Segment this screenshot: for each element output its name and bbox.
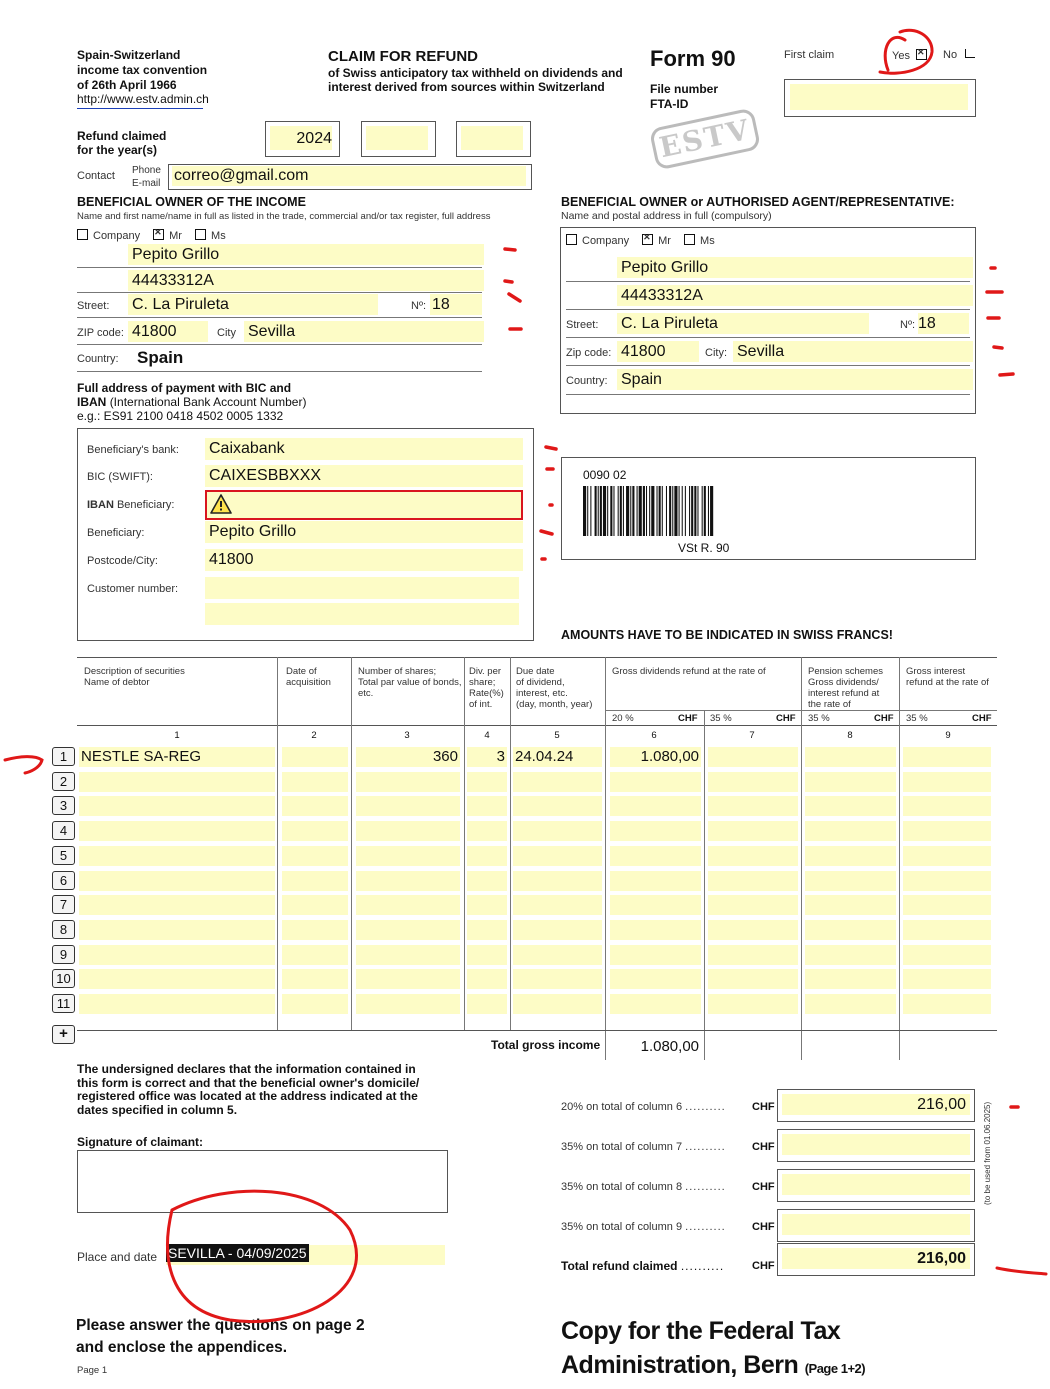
agent-title: BENEFICIAL OWNER or AUTHORISED AGENT/REPRESENTATIVE: xyxy=(561,195,955,209)
agent-number-field[interactable]: 18 xyxy=(918,313,969,334)
agent-no-label: Nº: xyxy=(900,319,916,331)
customer-label: Customer number: xyxy=(87,583,179,595)
rate7-label: 35 % xyxy=(710,713,732,724)
owner-type-checkboxes[interactable]: Company ✕ Mr Ms xyxy=(77,229,226,242)
agent-city-label: City: xyxy=(705,347,727,359)
owner-city-field[interactable]: Sevilla xyxy=(244,321,484,342)
summary-line-label: 20% on total of column 6 .......... xyxy=(561,1101,726,1113)
claim-title: CLAIM FOR REFUND of Swiss anticipatory tax withheld on dividends and interest derived from sources within Switzerland xyxy=(328,48,623,94)
barcode-code: 0090 02 xyxy=(583,468,627,482)
summary-chf: CHF xyxy=(752,1260,775,1272)
column-number: 1 xyxy=(174,730,180,741)
column-number: 3 xyxy=(404,730,410,741)
owner-city-label: City xyxy=(217,327,236,339)
col1-header: Description of securities Name of debtor xyxy=(84,666,185,688)
column-number: 6 xyxy=(651,730,657,741)
owner-zip-label: ZIP code: xyxy=(77,327,124,339)
row-number-button[interactable]: 10 xyxy=(52,969,75,988)
signature-label: Signature of claimant: xyxy=(77,1135,204,1149)
agent-country-label: Country: xyxy=(566,375,608,387)
first-claim-yes[interactable]: Yes ✕ xyxy=(892,49,932,62)
row-number-button[interactable]: 2 xyxy=(52,772,75,791)
cell-c6[interactable]: 1.080,00 xyxy=(610,747,701,767)
beneficiary-field[interactable]: Pepito Grillo xyxy=(205,521,523,543)
summary-chf: CHF xyxy=(752,1141,775,1153)
summary-side-note: (to be used from 01.06.2025) xyxy=(983,1101,992,1205)
bic-field[interactable]: CAIXESBBXXX xyxy=(205,465,523,487)
owner-number-field[interactable]: 18 xyxy=(430,294,482,315)
total-gross-value[interactable]: 1.080,00 xyxy=(640,1038,699,1055)
owner-street-field[interactable]: C. La Piruleta xyxy=(128,294,378,315)
page-label: Page 1 xyxy=(77,1365,108,1376)
agent-name-field[interactable]: Pepito Grillo xyxy=(617,257,973,278)
agent-city-field[interactable]: Sevilla xyxy=(733,341,973,362)
file-number-label: File number FTA-ID xyxy=(650,82,719,111)
summary-chf: CHF xyxy=(752,1221,775,1233)
agent-street-label: Street: xyxy=(566,319,599,331)
row-number-button[interactable]: 11 xyxy=(52,994,75,1013)
rate9-label: 35 % xyxy=(906,713,928,724)
summary-line-label: 35% on total of column 9 .......... xyxy=(561,1221,726,1233)
chf8-label: CHF xyxy=(874,713,894,724)
owner-street-label: Street: xyxy=(77,300,110,312)
owner-no-label: Nº: xyxy=(411,300,427,312)
col2-header: Date of acquisition xyxy=(286,666,331,688)
owner-title: BENEFICIAL OWNER OF THE INCOME xyxy=(77,195,306,209)
total-refund-field[interactable]: 216,00 xyxy=(782,1248,970,1269)
col5-header: Due date of dividend, interest, etc. (day, month, year) xyxy=(516,666,593,710)
owner-id-field[interactable]: 44433312A xyxy=(128,270,484,291)
agent-zip-label: Zip code: xyxy=(566,347,612,359)
row-number-button[interactable]: 3 xyxy=(52,796,75,815)
copy-for-fta: Copy for the Federal Tax Administration, Bern (Page 1+2) xyxy=(561,1317,866,1379)
payment-title: Full address of payment with BIC and IBAN (International Bank Account Number) e.g.: ES91 2100 0418 4502 0005 1332 xyxy=(77,381,307,423)
phone-email-labels: Phone E-mail xyxy=(132,165,161,189)
owner-country-value[interactable]: Spain xyxy=(137,348,184,367)
column-number: 9 xyxy=(945,730,951,741)
summary-chf: CHF xyxy=(752,1101,775,1113)
postcode-field[interactable]: 41800 xyxy=(205,549,523,571)
cell-div[interactable]: 3 xyxy=(467,747,507,767)
year1-field[interactable]: 2024 xyxy=(270,126,332,150)
form-name: Form 90 xyxy=(650,46,736,71)
owner-subtitle: Name and first name/name in full as listed in the trade, commercial and/or tax register, full address xyxy=(77,211,491,222)
summary-line-label: 35% on total of column 7 .......... xyxy=(561,1141,726,1153)
agent-country-field[interactable]: Spain xyxy=(617,369,973,390)
estv-stamp: ESTV xyxy=(649,107,761,170)
agent-street-field[interactable]: C. La Piruleta xyxy=(617,313,869,334)
rate8-label: 35 % xyxy=(808,713,830,724)
bank-field[interactable]: Caixabank xyxy=(205,438,523,460)
convention-text: Spain-Switzerland income tax convention of 26th April 1966 xyxy=(77,48,208,92)
column-number: 2 xyxy=(311,730,317,741)
beneficiary-label: Beneficiary: xyxy=(87,527,145,539)
agent-type-checkboxes[interactable]: Company ✕ Mr Ms xyxy=(566,234,715,247)
summary-value-field[interactable]: 216,00 xyxy=(782,1094,970,1115)
total-refund-label: Total refund claimed .......... xyxy=(561,1259,725,1273)
add-row-button[interactable]: + xyxy=(52,1025,75,1044)
chf6-label: CHF xyxy=(678,713,698,724)
please-answer: Please answer the questions on page 2 and enclose the appendices. xyxy=(76,1317,365,1356)
place-date-label: Place and date xyxy=(77,1250,158,1264)
chf9-label: CHF xyxy=(972,713,992,724)
agent-id-field[interactable]: 44433312A xyxy=(617,285,973,306)
col67-header: Gross dividends refund at the rate of xyxy=(612,666,766,677)
cell-shares[interactable]: 360 xyxy=(356,747,460,767)
rate6-label: 20 % xyxy=(612,713,634,724)
owner-country-label: Country: xyxy=(77,353,119,365)
total-gross-label: Total gross income xyxy=(491,1038,601,1052)
row-number-button[interactable]: 1 xyxy=(52,747,75,766)
agent-subtitle: Name and postal address in full (compulsory) xyxy=(561,210,772,222)
chf7-label: CHF xyxy=(776,713,796,724)
row-number-button[interactable]: 5 xyxy=(52,846,75,865)
column-number: 5 xyxy=(554,730,560,741)
first-claim-label: First claim xyxy=(784,49,835,61)
col3-header: Number of shares; Total par value of bonds, etc. xyxy=(358,666,462,699)
iban-label: IBAN Beneficiary: xyxy=(87,499,175,511)
column-number: 4 xyxy=(484,730,490,741)
place-date-field[interactable]: SEVILLA - 04/09/2025 xyxy=(166,1245,445,1265)
col8-header: Pension schemes Gross dividends/ interest refund at the rate of xyxy=(808,666,883,710)
estv-link[interactable]: http://www.estv.admin.ch xyxy=(77,92,203,109)
bic-label: BIC (SWIFT): xyxy=(87,471,153,483)
contact-label: Contact xyxy=(77,170,115,182)
refund-label: Refund claimed for the year(s) xyxy=(77,129,167,157)
declaration-text: The undersigned declares that the information contained in this form is correct and that the beneficial owner's domicile/ registered office was located at the address indicated at the dates specified in column 5. xyxy=(77,1062,420,1117)
bank-label: Beneficiary's bank: xyxy=(87,444,179,456)
col9-header: Gross interest refund at the rate of xyxy=(906,666,989,688)
cell-due[interactable]: 24.04.24 xyxy=(513,747,602,767)
owner-zip-field[interactable]: 41800 xyxy=(128,321,208,342)
amounts-notice: AMOUNTS HAVE TO BE INDICATED IN SWISS FRANCS! xyxy=(561,628,893,642)
row-number-button[interactable]: 6 xyxy=(52,871,75,890)
contact-field[interactable]: correo@gmail.com xyxy=(172,166,526,186)
row-number-button[interactable]: 4 xyxy=(52,821,75,840)
postcode-label: Postcode/City: xyxy=(87,555,158,567)
first-claim-no[interactable]: No xyxy=(943,49,975,61)
col4-header: Div. per share; Rate(%) of int. xyxy=(469,666,504,710)
agent-zip-field[interactable]: 41800 xyxy=(617,341,699,362)
column-number: 8 xyxy=(847,730,853,741)
owner-name-field[interactable]: Pepito Grillo xyxy=(128,244,484,265)
summary-chf: CHF xyxy=(752,1181,775,1193)
summary-line-label: 35% on total of column 8 .......... xyxy=(561,1181,726,1193)
row-number-button[interactable]: 8 xyxy=(52,920,75,939)
cell-desc[interactable]: NESTLE SA-REG xyxy=(79,747,275,767)
barcode-caption: VSt R. 90 xyxy=(678,541,730,555)
row-number-button[interactable]: 9 xyxy=(52,945,75,964)
row-number-button[interactable]: 7 xyxy=(52,895,75,914)
column-number: 7 xyxy=(749,730,755,741)
